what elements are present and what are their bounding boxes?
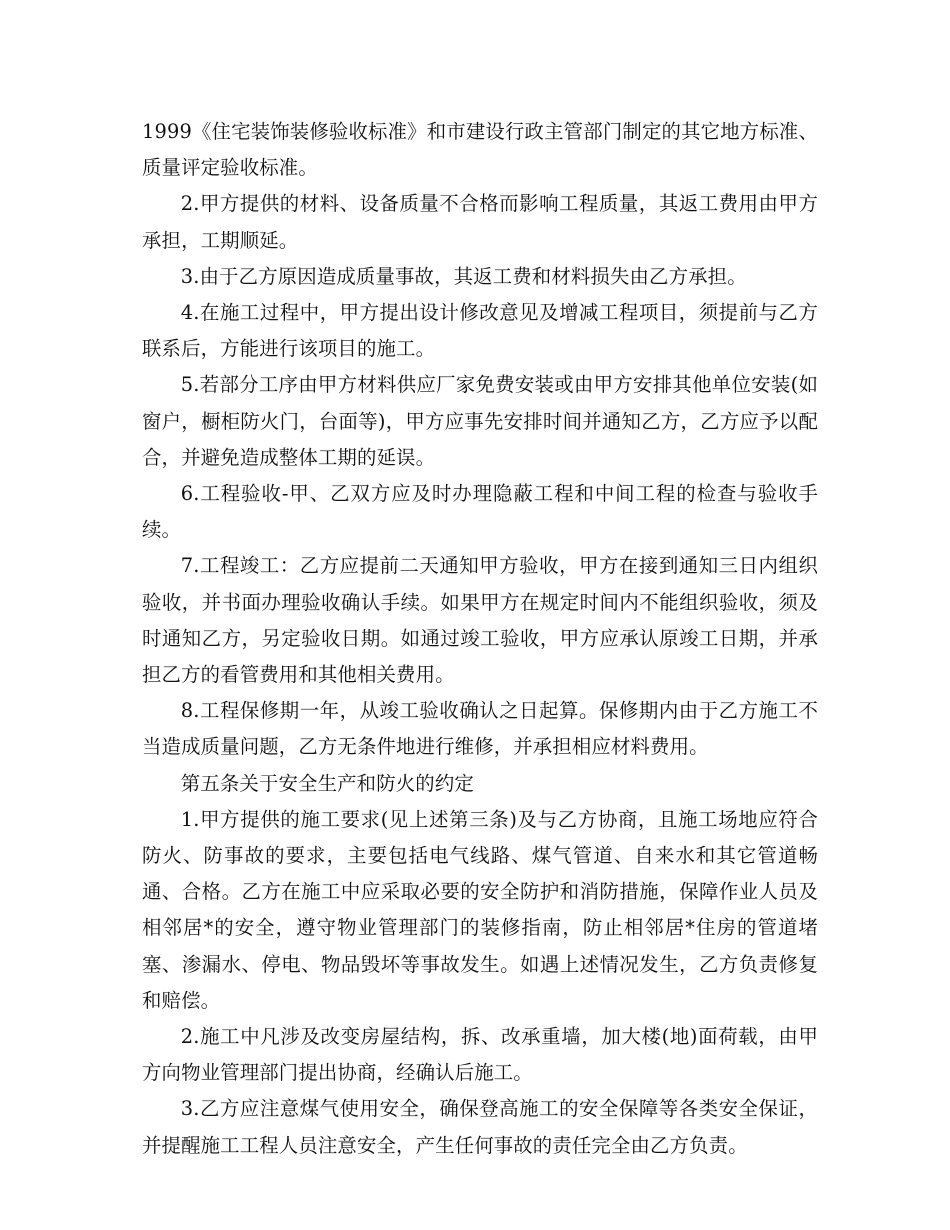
paragraph-2: 2.甲方提供的材料、设备质量不合格而影响工程质量，其返工费用由甲方承担，工期顺延。 [142, 192, 818, 252]
document-body [142, 114, 818, 1164]
paragraph-7: 7.工程竣工：乙方应提前二天通知甲方验收，甲方在接到通知三日内组织验收，并书面办理验收确认手续。如果甲方在规定时间内不能组织验收，须及时通知乙方，另定验收日期。如通过竣工验收，甲方应承认原竣工日期，并承担乙方的看管费用和其他相关费用。 [142, 554, 818, 687]
paragraph-12: 3.乙方应注意煤气使用安全，确保登高施工的安全保障等各类安全保证，并提醒施工工程人员注意安全，产生任何事故的责任完全由乙方负责。 [142, 1097, 818, 1157]
paragraph-6: 6.工程验收-甲、乙双方应及时办理隐蔽工程和中间工程的检查与验收手续。 [142, 482, 818, 542]
paragraph-1: 1999《住宅装饰装修验收标准》和市建设行政主管部门制定的其它地方标准、质量评定验收标准。 [142, 120, 818, 180]
paragraph-8: 8.工程保修期一年，从竣工验收确认之日起算。保修期内由于乙方施工不当造成质量问题，乙方无条件地进行维修，并承担相应材料费用。 [142, 699, 818, 759]
paragraph-5: 5.若部分工序由甲方材料供应厂家免费安装或由甲方安排其他单位安装(如窗户，橱柜防火门，台面等)，甲方应事先安排时间并通知乙方，乙方应予以配合，并避免造成整体工期的延误。 [142, 373, 818, 469]
paragraph-10: 1.甲方提供的施工要求(见上述第三条)及与乙方协商，且施工场地应符合防火、防事故的要求，主要包括电气线路、煤气管道、自来水和其它管道畅通、合格。乙方在施工中应采取必要的安全防护和消防措施，保障作业人员及相邻居*的安全，遵守物业管理部门的装修指南，防止相邻居*住房的管道堵塞、渗漏水、停电、物品毁坏等事故发生。如遇上述情况发生，乙方负责修复和赔偿。 [142, 807, 818, 1012]
paragraph-4: 4.在施工过程中，甲方提出设计修改意见及增减工程项目，须提前与乙方联系后，方能进行该项目的施工。 [142, 301, 818, 361]
paragraph-11: 2.施工中凡涉及改变房屋结构，拆、改承重墙，加大楼(地)面荷载，由甲方向物业管理部门提出协商，经确认后施工。 [142, 1025, 818, 1085]
paragraph-3: 3.由于乙方原因造成质量事故，其返工费和材料损失由乙方承担。 [180, 264, 747, 288]
section-heading: 第五条关于安全生产和防火的约定 [180, 771, 474, 795]
